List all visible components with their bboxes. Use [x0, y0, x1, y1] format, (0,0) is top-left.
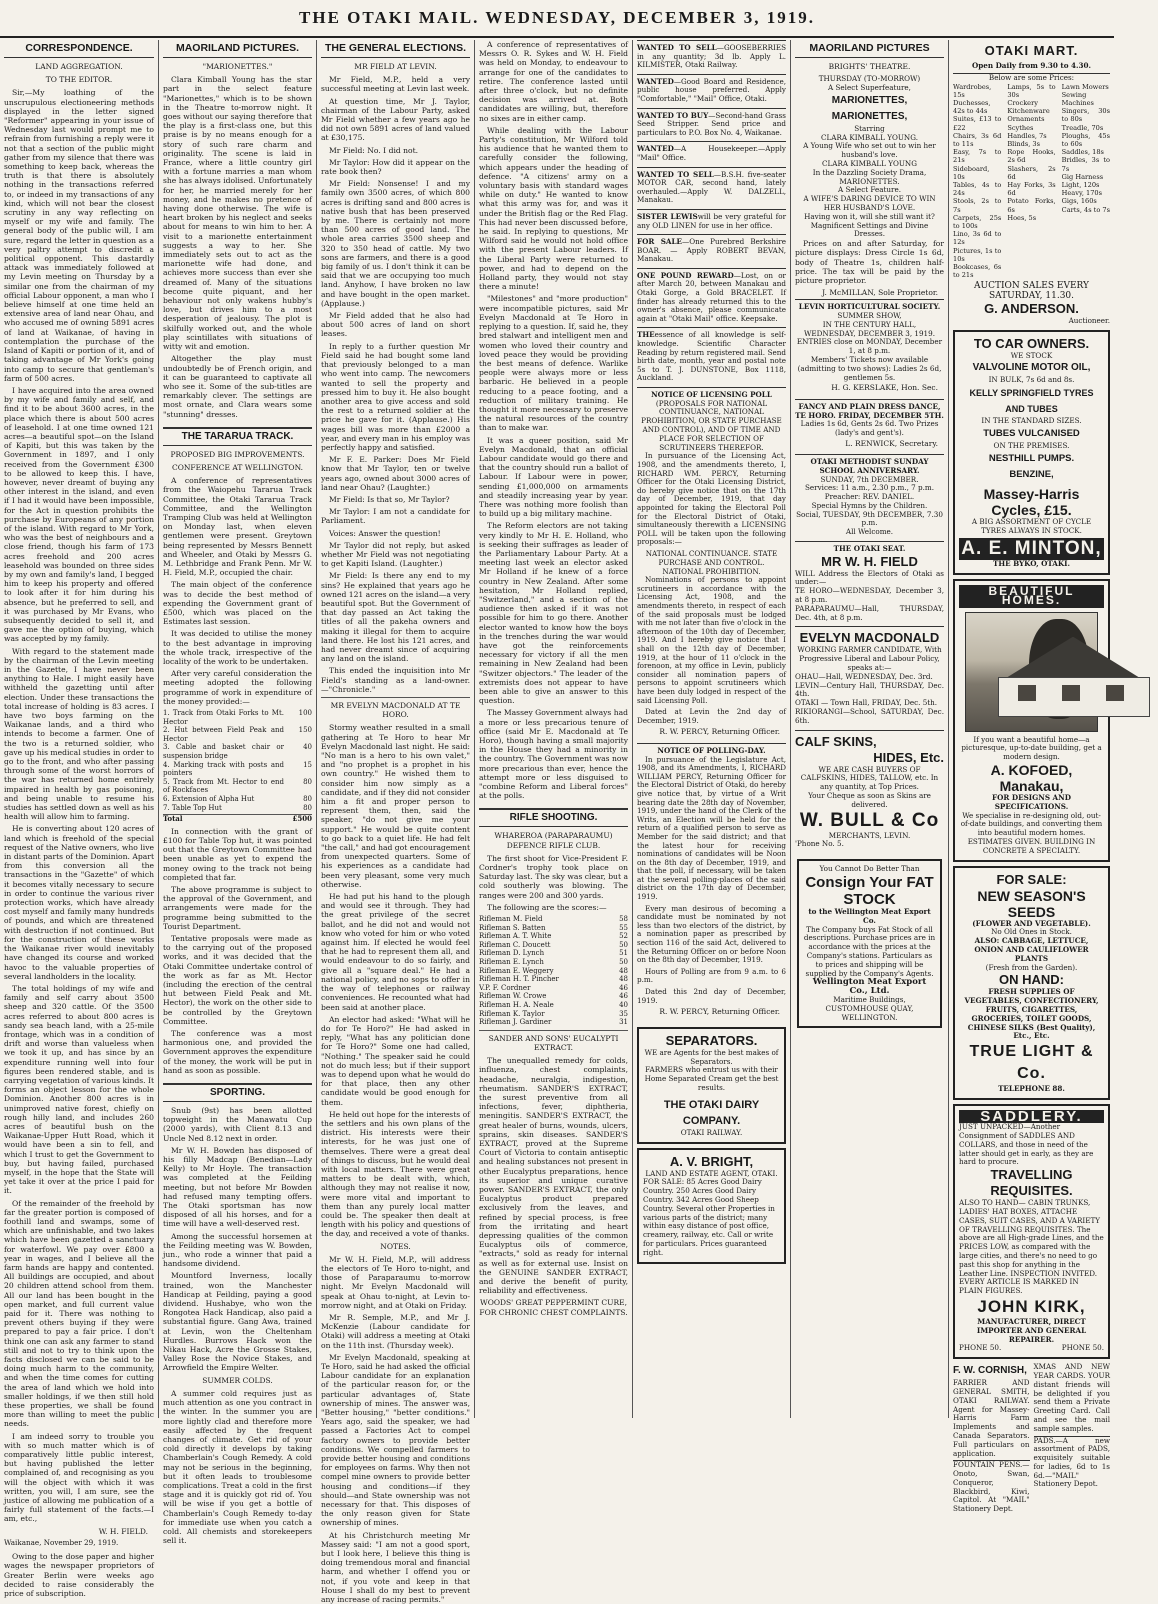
- ad-line: Social, TUESDAY, 9th DECEMBER, 7.30 p.m.: [796, 509, 943, 528]
- company-name: Wellington Meat Export Co., Ltd.: [812, 977, 927, 997]
- ad-line: to the Wellington Meat Export Co.: [808, 907, 931, 925]
- table-row: Rifleman S. Batten 55: [479, 923, 628, 932]
- table-row: Rifleman D. Lynch 51: [479, 949, 628, 958]
- section-heading: RIFLE SHOOTING.: [479, 808, 628, 827]
- column-maoriland-tararua: [159, 40, 316, 1546]
- ad-line: IN THE CENTURY HALL,: [822, 319, 917, 329]
- ad-body: FOR SALE: 85 Acres Good Dairy Country. 250 Acres Good Dairy Country. 342 Acres Good Sheep Country. Several other Properties in various parts of the district; many within easy distance of post office, creamery, railway, etc. Call or write for particulars. Prices guaranteed right.: [643, 1177, 775, 1257]
- ad-body: OTAKI RAILWAY.: [680, 1127, 743, 1137]
- ad-line: SUNDAY, 7th DECEMBER.: [820, 474, 919, 484]
- paragraph: Nominations of persons to appoint scrutineers in accordance with the Licensing Act, 1908, and the amendments thereto, in respect of each of the said proposals must be lodged with me not later than five o'clock in the afternoon of the 10th day of December, 1919. And I hereby give notice that I shall on the 12th day of December, 1919, at the hour of 11 o'clock in the forenoon, at my office in Levin, publicly consider all nomination papers of persons to appoint scrutineers which have been duly lodged in respect of the said Licensing Poll.: [637, 575, 786, 705]
- ad-line: FOUNTAIN PENS.— Onoto, Swan, Conqueror, Blackbird, Kiwi, Capitol. At "MAIL" Stationery Dept.: [953, 1460, 1030, 1514]
- table-row: Rifleman M. Field 58: [479, 915, 628, 924]
- section-heading: MAORILAND PICTURES: [795, 42, 944, 58]
- ad-title: SADDLERY.: [959, 1110, 1104, 1123]
- paragraph: Mr W. H. Bowden has disposed of his filly Madcap (Benedian—Lady Kelly) to Mr Hoyle. The transaction was completed at the Feilding meeting, but not before Mr Bowden had refused many tempting offers. The Otaki sportsman has now disposed of all his horses, and for a time will have a well-deserved rest.: [163, 1145, 312, 1229]
- paragraph: This ended the inquisition into Mr Field's standing as a land-owner.—"Chronicle.": [321, 666, 470, 694]
- paragraph: After very careful consideration the meeting adopted the following programme of work in expenditure of the money provided:—: [163, 669, 312, 706]
- program-line: Having won it, will she still want it? Magnificent Settings and Divine Dresses.: [804, 211, 935, 239]
- beautiful-homes-ad: [953, 579, 1110, 861]
- auctioneer-role: Auctioneer.: [1068, 315, 1110, 325]
- ad-line: FOR DESIGNS AND SPECIFICATIONS.: [992, 793, 1071, 811]
- ad-line: NESTHILL PUMPS.: [988, 452, 1075, 464]
- table-row: 7. Table Top Hut 80: [163, 803, 312, 812]
- classified-ad: FOR SALE—One Purebred Berkshire BOAR. — Apply ROBERT BEVAN, Manakau.: [637, 234, 786, 268]
- ad-line: WE ARE CASH BUYERS OF CALFSKINS, HIDES, TALLOW, etc. In any quantity, at Top Prices.: [800, 764, 939, 792]
- paragraph: Snub (9st) has been allotted topweight in the Manawatu Cup (2000 yards), with Client 8.13 and Uncle Ned 8.12 next in order.: [163, 1106, 312, 1143]
- paragraph: I am indeed sorry to trouble you with so much matter which is of comparatively little public interest, but having published the letter complained of, and recognising as you will the object with which it was written, you will, I am sure, see the justice of allowing me publication of a fairly full statement of the facts.—I am, etc.,: [4, 1431, 154, 1524]
- paragraph: At his Christchurch meeting Mr Massey said: "I am not a good sport, but I look here, I believe this thing is doing tremendous moral and financial harm, and whether I offend you or not, if you vote and keep in that House I shall do my best to prevent any increase of racing permits.": [321, 1530, 470, 1604]
- ad-line: OHAU—Hall, WEDNESDAY, Dec. 3rd.: [795, 671, 933, 681]
- meat-export-ad: [797, 859, 942, 1028]
- car-owners-ad: [953, 330, 1110, 576]
- program-line: A Select Superfeature,: [828, 83, 911, 92]
- mart-title: OTAKI MART.: [984, 43, 1079, 58]
- paragraph: Mr Field, M.P., held a very successful meeting at Levin last week.: [321, 75, 470, 94]
- article-subheading: BRIGHTS' THEATRE.: [828, 62, 911, 71]
- paragraph: Dated this 2nd day of December, 1919.: [637, 987, 786, 1005]
- signature: L. RENWICK, Secretary.: [845, 438, 938, 448]
- ad-line: THE BYKO, OTAKI.: [992, 559, 1070, 569]
- section-heading: SPORTING.: [163, 1083, 312, 1102]
- classified-ad: WANTED TO BUY—Second-hand Grass Seed Stripper. Send price and particulars to P.O. Box No. 4, Waikanae.: [637, 108, 786, 142]
- company-name: F. W. CORNISH,: [953, 1365, 1027, 1377]
- ad-title: TO CAR OWNERS.: [973, 335, 1090, 351]
- paragraph: The Massey Government always had a more or less precarious tenure of office (said Mr E. Macdonald at Te Horo), though having a small majority in the House they had a minority in the country. The Government was now more precarious than ever, hence the attempt more or less disguised to "combine Reform and Liberal forces" at the polls.: [479, 708, 629, 801]
- paragraph: I have acquired into the area owned by my wife and family and self, and find it to be about 3600 acres, in the place which there is about 500 acres of leasehold. I at one time owned 121 acres—a beautiful spot—on the Island of Kapiti, but this was taken by the Government in 1897, and I only received from the Government £300 to be allowed to keep this. I have, however, never dreamt of buying any other interest in the island, and even if I had it would have been impossible, for the Act in question prohibits the purchase by Europeans of any portion of the island. With regard to Mr York, who was the best of neighbours and a close friend, though his farm of 173 acres freehold and 200 acres leasehold was bounded on three sides by my own and family's land, I begged him to keep his property and offered to look after it for him during his absence, but he preferred to sell, and it was purchased by Mr Evans, who subsequently decided to sell it, and gave me the option of buying, which was accepted by my family.: [4, 385, 154, 644]
- table-row: 6. Extension of Alpha Hut 80: [163, 794, 312, 803]
- company-name: W. BULL & Co: [799, 809, 940, 831]
- paragraph: In pursuance of the Licensing Act, 1908, and the amendments thereto, I, RICHARD WM. PERCY, Returning Officer for the Otaki Licensing District, do hereby give notice that on the 17th day of December, 1919, that day appointed for taking the Electoral Poll for the Electoral District of Otaki, simultaneously therewith a LICENSING POLL will be taken upon the following proposals:—: [637, 451, 786, 547]
- horticultural-ad: [795, 299, 944, 399]
- ad-line: ON HAND:: [999, 972, 1064, 988]
- ad-line: We specialise in re-designing old, out-of-date buildings, and converting them into beautiful modern homes. ESTIMATES GIVEN. BUILDING IN CONCRETE A SPECIALTY.: [960, 810, 1103, 855]
- salutation: TO THE EDITOR.: [45, 75, 113, 85]
- section-heading: MAORILAND PICTURES.: [163, 42, 312, 58]
- classified-ad: SISTER LEWISwill be very grateful for any OLD LINEN for use in her office.: [637, 209, 786, 234]
- paragraph: In connection with the grant of £100 for Table Top hut, it was pointed out that the Greytown Committee had been unable as yet to expend the money owing to the track not being completed that far.: [163, 826, 312, 882]
- table-row: Rifleman C. Doucett 50: [479, 940, 628, 949]
- company-name: TRUE LIGHT & Co.: [969, 1043, 1094, 1083]
- table-row: 1. Track from Otaki Forks to Mt. Hector 100: [163, 709, 312, 726]
- ad-line: ON THE PREMISES.: [993, 441, 1070, 451]
- paragraph: He held out hope for the interests of the settlers and his own plans of the district. His interests were their interests, for he was just one of themselves. There were a great deal of things to discuss, but he would deal with local matters. There were great matters to be dealt with, which, although they may not realise it now, were more vital and important to them than any purely local matter could be. The speaker then dealt at length with his policy and questions of the day, and received a vote of thanks.: [321, 1109, 470, 1239]
- proposals: NATIONAL CONTINUANCE. STATE PURCHASE AND CONTROL. NATIONAL PROHIBITION.: [645, 548, 778, 576]
- house-photo: [965, 612, 1098, 732]
- paragraph: Mr R. Semple, M.P., and Mr J. McKenzie (Labour candidate for Otaki) will address a meeting at Otaki on the 11th inst. (Thursday week).: [321, 1313, 470, 1350]
- ad-line: WORKING FARMER CANDIDATE, With Progressive Liberal and Labour Policy, speaks at:—: [797, 645, 942, 673]
- auctioneer-name: G. ANDERSON.: [984, 300, 1079, 316]
- ad-line: SUMMER SHOW,: [837, 310, 902, 320]
- program-line: MARIONETTES,: [831, 110, 908, 122]
- ad-line: KELLY SPRINGFIELD TYRES AND TUBES: [969, 388, 1094, 415]
- mart-hours: Open Daily from 9.30 to 4.30.: [971, 61, 1092, 70]
- paragraph: He is converting about 120 acres of land which is freehold of the special request of the Native owners, who live in distant parts of the Dominion. Apart from this conversion all the transactions in the "Gazette" of which it becomes vitally necessary to secure in order to continue the various river protection works, which have already cost myself and family many hundreds of pounds, and which are threatened with destruction if not continued. But for the construction of these works the Waikanae river would inevitably have changed its course and worked havoc to the valuable properties of several landholders in the locality.: [4, 824, 154, 981]
- column-classifieds-notices: [633, 40, 790, 1418]
- paragraph: Mr Field: Nonsense! I and my family own 3500 acres, of which 800 acres is drifting sand and 800 acres is native bush that has been preserved by me. There is certainly not more than 500 acres of good land. The whole area carries 3500 sheep and 320 to 350 head of cattle. My two sons are farmers, and there is a good big family of us. I don't think it can be said that we are occupying too much land. Anyhow, I have broken no law and have bought in the open market. (Applause.): [321, 179, 470, 308]
- ad-title: FANCY AND PLAIN DRESS DANCE, TE HORO. FRIDAY, DECEMBER 5TH.: [795, 401, 944, 420]
- program-line: THURSDAY (TO-MORROW): [818, 74, 921, 84]
- ad-line: Your Cheque as soon as Skins are delivered.: [808, 791, 931, 809]
- paragraph: Mr Evelyn Macdonald, speaking at Te Horo, said he had asked the official Labour candidate for an explanation of the particular reason for, or the particular advantages of, State ownership of mines. The answer was, "Better housing," "better conditions." Years ago, said the speaker, we had passed a Factories Act to compel factory owners to provide better conditions. We compelled farmers to provide better housing and conditions for employees on farms. Why then not compel mine owners to provide better housing and conditions—if they should—and State ownership was not necessary for that. This disposes of the only reason given for State ownership of mines.: [321, 1352, 470, 1528]
- ad-line: You Cannot Do Better Than: [819, 864, 920, 874]
- section-heading: CORRESPONDENCE.: [4, 42, 154, 58]
- ad-line: XMAS AND NEW YEAR CARDS. YOUR distant friends will be delighted if you send them a Private Greeting Card. Call and see the mail sample samples.: [1033, 1362, 1110, 1433]
- ad-line: A BIG ASSORTMENT OF CYCLE TYRES ALWAYS IN STOCK.: [971, 516, 1092, 535]
- separators-ad: [637, 1027, 786, 1144]
- expenditure-table: [163, 709, 312, 824]
- bright-estate-ad: [637, 1148, 786, 1264]
- article-subheading: SANDER AND SONS' EUCALYPTI EXTRACT.: [479, 1030, 628, 1052]
- ad-line: ENTRIES close on MONDAY, December 1, at 8 p.m.: [796, 337, 943, 356]
- column-general-elections: [317, 40, 474, 1604]
- column-correspondence: [0, 40, 158, 1598]
- scores-table: [479, 915, 628, 1027]
- paragraph: A conference of representatives from the Waiopehu Tararua Track Committee, the Otaki Tararua Track Committee, and the Wellington Tramping Club was held at Wellington on Monday last, when eleven gentlemen were present. Greytown being represented by Messrs Bennett and Wheeler, and Otaki by Messrs G. M. Lethbridge and Frank Penn. Mr W. H. Field, M.P., occupied the chair.: [163, 476, 312, 578]
- company-name: A. KOFOED, Manakau,: [990, 762, 1073, 795]
- paragraph: In pursuance of the Legislature Act, 1908, and its Amendments, I, RICHARD WILLIAM PERCY, Returning Officer for the Electoral District of Otaki, do hereby give notice that, by virtue of a Writ bearing date the 28th day of November, 1919, under the hand of the Clerk of the Writs, an Election will be held for the return of a qualified person to serve as Member for the said district; and that the latest hour for receiving nominations of candidates will be Noon on the 8th day of December, 1919, and that the poll, if necessary, will be taken at the several polling-places of the said district on the 17th day of December, 1919.: [637, 754, 786, 902]
- company-name: JOHN KIRK,: [977, 1296, 1086, 1316]
- paragraph: A summer cold requires just as much attention as one you contract in the winter. In the summer you are more lightly clad and therefore more easily affected by the frequent changes of climate. Get rid of your cold directly it develops by taking Chamberlain's Cough Remedy. A cold may not be serious in the beginning, but it often leads to troublesome complications. Treat a cold in the first stage and it is quickly got rid of. You will be wise if you get a bottle of Chamberlain's Cough Remedy to-day for immediate use when you catch a cold. All chemists and storekeepers sell it.: [163, 1388, 312, 1546]
- ad-line: OTAKI — Town Hall, FRIDAY, Dec. 5th.: [795, 698, 938, 708]
- sunday-school-ad: [795, 454, 944, 541]
- article-subheading: WHAREROA (PARAPARAUMU) DEFENCE RIFLE CLUB.: [494, 831, 613, 850]
- candidate-name: MR W. H. FIELD: [821, 553, 918, 569]
- notice-title: NOTICE OF LICENSING POLL: [651, 390, 772, 399]
- saddlery-ad: [953, 1104, 1110, 1359]
- notice-title: NOTICE OF POLLING-DAY.: [657, 745, 766, 755]
- classified-ad: THEessence of all knowledge is self-knowledge. Scientific Character Reading by return registered mail. Send birth date, month, year and postal note 5s to T. J. DUNSTONE, Box 1118, Auckland.: [637, 327, 786, 387]
- paragraph: Mr Field: No. I did not.: [329, 145, 419, 155]
- paragraph: The Reform electors are not taking very kindly to Mr H. E. Holland, who is seeking their suffrages as leader of the Parliamentary Labour Party. At a meeting last week an elector asked Mr Holland if he knew of a force country in New Zealand. After some hesitation, Mr Holland replied, "Switzerland," and a section of the audience then asked if it was not possible for him to go there. Another elector wanted to know how the boys in the trenches during the war would have got the reinforcements necessary for victory if all the men remaining in New Zealand had been "Switzer objectors." The leader of the extremists does not appear to have been able to give an answer to this question.: [479, 521, 628, 706]
- paragraph: Hours of Polling are from 9 a.m. to 6 p.m.: [637, 966, 786, 985]
- phone-line: PHONE 50. PHONE 50.: [959, 1343, 1104, 1353]
- ad-line: No Old Ones in Stock.: [991, 927, 1072, 937]
- article-subheading: NOTES.: [380, 1241, 411, 1251]
- signature: R. W. PERCY, Returning Officer.: [659, 727, 780, 737]
- program-line: In the Dazzling Society Drama,: [812, 167, 927, 177]
- paragraph: The conference was a most harmonious one, and provided the Government approves the expenditure of the money, the work will be put in hand as soon as possible.: [163, 1028, 312, 1075]
- price-list: [953, 83, 1110, 280]
- program-line: A Select Feature.: [837, 185, 902, 195]
- paragraph: Dated at Levin the 2nd day of December, 1919.: [637, 707, 786, 725]
- notice-subtitle: (PROPOSALS FOR NATIONAL CONTINUANCE, NATIONAL PROHIBITION, OR STATE PURCHASE AND CONTROL), AND OF TIME AND PLACE FOR SELECTION OF SCRUTINEERS THEREFOR.: [641, 398, 782, 452]
- section-heading: THE TARARUA TRACK.: [163, 427, 312, 446]
- ad-line: ALSO: CABBAGE, LETTUCE, ONION AND CAULIFLOWER PLANTS: [974, 936, 1089, 963]
- ad-line: MERCHANTS, LEVIN.: [828, 830, 911, 840]
- table-row: Rifleman H. A. Neale 40: [479, 1001, 628, 1010]
- paragraph: With regard to the statement made by the chairman of the Levin meeting in the Gazette, I have never been anything to Hale. I might easily have withheld the gazetting until after election. Under these transactions the total increase of holding is 83 acres. I have two boys farming on the Waikanae lands, and a third who intends to become a farmer. One of the two is a returned soldier, who gave up his medical studies in order to go to the front, and who after passing through some of the worst horrors of the war has returned home entirely impaired in health by gas poisoning, and being unable to resume his studies has settled down as well as his health will allow him to farming.: [4, 646, 154, 822]
- cornish-ad: [953, 1363, 1030, 1514]
- article-subheading: MR EVELYN MACDONALD AT TE HORO.: [321, 697, 470, 719]
- paragraph: Prices on and after Saturday, for picture displays: Dress Circle 1s 6d, body of Theatre 1s, children half-price. The tax will be paid by the picture proprietor.: [795, 239, 944, 285]
- ad-line: IN THE STANDARD SIZES.: [981, 416, 1082, 426]
- ad-body: WE are Agents for the best makes of Separators.: [644, 1047, 779, 1066]
- paragraph: Mr F. E. Parker: Does Mr Field know that Mr Taylor, ten or twelve years ago, owned about 3000 acres of land near Ohau? (Laughter.): [321, 455, 470, 492]
- paragraph: Voices: Answer the question!: [329, 528, 441, 538]
- column-entertainment-notices: [791, 40, 948, 1418]
- program-line: Starring: [854, 123, 885, 133]
- column-election-notes-rifle: [475, 40, 632, 1418]
- ad-line: WEDNESDAY, DECEMBER 3, 1919.: [804, 328, 935, 338]
- dance-ad: [795, 399, 944, 454]
- price-column: Lawn Mowers Sewing Machines Singers, 30s to 80s Treadle, 70s Ploughs, 45s to 60s Saddles, 18s Bridles, 3s to 7s Gig Harness Light, 120s Heavy, 170s Gigs, 160s Carts, 4s to 7s: [1061, 82, 1110, 214]
- ad-line: BENZINE,: [1009, 468, 1054, 480]
- signature: R. W. PERCY, Returning Officer.: [659, 1007, 780, 1017]
- table-row: Rifleman K. Taylor 35: [479, 1009, 628, 1018]
- ad-line: RIKIORANGI—School, SATURDAY, Dec. 6th.: [795, 707, 944, 725]
- paragraph: Clara Kimball Young has the star part in the select feature "Marionettes," which is to be shown in the Theatre to-morrow night. It goes without our saying therefore that the play is a first-class one, but this praise is by no means enough for a story of such rare charm and originality. The scene is laid in France, where a little country girl with a fortune marries a man whom she has always idolised. Unfortunately for her, he married merely for her money, and he makes no pretence of having done otherwise. The wife is heart broken by his neglect and seeks about for means to win him to her. A visit to a marionette entertainment suggests a way to her. She immediately sets out to act as the marionette wife had done, and achieves more success than ever she dreamed of. Many of the situations become quite piquant, and her behaviour not only wakens hubby's love, but drives him to a most desperation of jealousy. The plot is skilfully worked out, and the whole play scintillates with situations of witty wit and emotion.: [163, 75, 312, 352]
- article-subheading: SUMMER COLDS.: [202, 1375, 273, 1385]
- ad-title: SEPARATORS.: [665, 1032, 758, 1048]
- article-subheading: PROPOSED BIG IMPROVEMENTS.: [170, 449, 305, 459]
- paragraph: Mr W. H. Field, M.P., will address the electors of Te Horo to-night, and those of Paraparaumu to-morrow night. Mr Evelyn Macdonald will speak at Ohau to-night, at Levin to-morrow night, and at Otaki on Friday.: [321, 1254, 470, 1310]
- ad-body: FARMERS who entrust us with their Home Separated Cream get the best results.: [644, 1065, 779, 1092]
- paragraph: Mr Taylor: How did it appear on the rate book then?: [321, 157, 470, 177]
- ad-title: HIDES, Etc.: [873, 749, 944, 765]
- ad-title: OTAKI METHODIST SUNDAY SCHOOL ANNIVERSARY.: [810, 457, 929, 475]
- cycles-headline: Massey-Harris Cycles, £15.: [983, 485, 1080, 518]
- paragraph: Mountford Inverness, locally trained, won the Manchester Handicap at Feilding, paying a good dividend. Hushabye, who won the Rongotea Hack Handicap, also paid a substantial figure. Gang Awa, trained at Levin, won the Cheltenham Hurdles. Burrows Hack won the Nikau Hack, Acre the Grosse Stakes, Valley Rose the Novice Stakes, and Arrowfield the Empire Welter.: [163, 1271, 312, 1373]
- signature: H. G. KERSLAKE, Hon. Sec.: [831, 383, 938, 393]
- table-row: 5. Track from Mt. Hector to end of Rockfaces 80: [163, 777, 312, 795]
- polling-notice: [637, 743, 786, 1023]
- seeds-ad: [953, 866, 1110, 1100]
- macdonald-ad: [795, 626, 944, 729]
- program-line: A WIFE'S DARING DEVICE TO WIN HER HUSBAND'S LOVE.: [803, 194, 936, 212]
- calf-skins-ad: [795, 730, 944, 854]
- ad-line: Ladies 1s 6d, Gents 2s 6d. Two Prizes (lady's and gent's).: [800, 419, 939, 437]
- ad-title: BEAUTIFUL HOMES.: [959, 585, 1104, 607]
- classified-ad: WANTED TO SELL—B.S.H. five-seater MOTOR CAR, second hand, lately overhauled.—Apply W. DALZELL, Manakau.: [637, 167, 786, 209]
- paragraph: The following are the scores:—: [487, 902, 607, 912]
- article-subheading: CONFERENCE AT WELLINGTON.: [171, 462, 304, 472]
- classified-ad: WANTED—A Housekeeper.—Apply "Mail" Office.: [637, 141, 786, 166]
- ad-line: FRESH SUPPLIES OF VEGETABLES, CONFECTIONERY, FRUITS, CIGARETTES, GROCERIES, TOILET GOODS, CHINESE SILKS (Best Quality), Etc., Etc.: [964, 987, 1099, 1041]
- ad-title: Consign Your FAT STOCK: [805, 874, 934, 908]
- ad-line: 'Phone No. 5.: [795, 839, 844, 849]
- ad-line: The Company buys Fat Stock of all descriptions. Purchase prices are in accordance with the prices at the Company's stations. Particulars as to prices and shipping will be supplied by the Company's Agents.: [803, 924, 936, 978]
- ad-line: Preacher: REV. DANIEL.: [824, 492, 915, 502]
- paragraph: Mr Taylor did not reply, but asked whether Mr Field was not negotiating to get Kapiti Island. (Laughter.): [321, 540, 470, 569]
- table-row: V.P. F. Cordner 46: [479, 983, 628, 992]
- paragraph: Stormy weather resulted in a small gathering at Te Horo to hear Mr Evelyn Macdonald last night. He said: "No man is a hero to his own valet," and "no prophet is a prophet in his own country." He wished them to consider him now simply as a candidate, and if they did not consider him a fit and proper person to represent them, then, said the speaker, "do not give me your support." He would be quite content to go back to a quiet life. He had felt "the call," and had got encouragement from unexpected quarters. Some of his experiences as a candidate had been very pleasant, some very much otherwise.: [321, 723, 470, 889]
- paragraph: The above programme is subject to the approval of the Government, and arrangements were made for the programme being submitted to the Tourist Department.: [163, 884, 312, 931]
- table-row: Rifleman J. Gardiner 31: [479, 1018, 628, 1027]
- paragraph: Every man desirous of becoming a candidate must be nominated by not less than two electors of the district, by a nomination paper as prescribed by section 116 of the said Act, delivered to the Returning Officer on or before Noon on the 8th day of December, 1919.: [637, 903, 786, 965]
- ad-title: THE OTAKI DAIRY COMPANY.: [663, 1098, 760, 1127]
- ad-line: All Welcome.: [845, 527, 894, 537]
- paragraph: Among the successful horsemen at the Feilding meeting was W. Bowden, jun., who rode a winner that paid a handsome dividend.: [163, 1231, 312, 1269]
- otaki-seat-ad: [795, 541, 944, 626]
- column-display-ads: [949, 40, 1114, 1514]
- paragraph: While dealing with the Labour Party's constitution, Mr Wilford told his audience that he wanted them to carefully consider the following, which appears under the heading of defence. "A citizens' army on a voluntary basis with standard wages while on duty." He wanted to know what this army was for, and was it under the British flag or the Red Flag. This had never been discussed before, he said. In replying to questions, Mr Wilford said he would not hold office with the present Labour leaders. If the Liberal Party were returned to power, and had to depend on the Holland party, they would not stay there a minute!: [479, 125, 628, 292]
- ad-title: TRAVELLING REQUISITES.: [990, 1167, 1073, 1199]
- table-row: 4. Marking track with posts and pointers 15: [163, 760, 312, 778]
- ad-body: LAND AND ESTATE AGENT, OTAKI.: [645, 1168, 778, 1178]
- masthead: THE OTAKI MAIL. WEDNESDAY, DECEMBER 3, 1919.: [0, 0, 1114, 38]
- table-row: Rifleman E. Weggery 48: [479, 966, 628, 975]
- ad-title: THE OTAKI SEAT.: [833, 544, 906, 554]
- ad-line: Maritime Buildings, CUSTOMHOUSE QUAY, WELLINGTON.: [825, 994, 914, 1022]
- advert-tail: WOODS' GREAT PEPPERMINT CURE, FOR CHRONIC CHEST COMPLAINTS.: [479, 1298, 628, 1317]
- ad-title: NEW SEASON'S SEEDS: [977, 887, 1086, 920]
- table-row: Rifleman W. Crowe 46: [479, 992, 628, 1001]
- ad-line: If you want a beautiful home—a picturesque, up-to-date building, get a modern design.: [961, 734, 1102, 762]
- ad-line: Members' Tickets now available (admitting to two shows): Ladies 2s 6d, gentlemen 5s.: [797, 354, 942, 382]
- table-row: 2. Hut between Field Peak and Hector 150: [163, 726, 312, 743]
- prices-title: Below are some Prices:: [953, 73, 1110, 83]
- paragraph: Mr Field: Is there any end to my sins? He explained that years ago he owned 121 acres on the island—a very beautiful spot. But the Government of that day passed an Act taking the titles of all the pakeha owners and making it illegal for them to acquire land there. He lost his 121 acres, and had never dreamt since of acquiring any land on the island.: [321, 571, 470, 664]
- program-line: MARIONETTES.: [839, 176, 900, 186]
- table-row: 3. Cable and basket chair or suspension bridge 40: [163, 743, 312, 760]
- ad-line: LEVIN—Century Hall, THURSDAY, Dec. 4th.: [795, 680, 944, 699]
- licensing-notice: [637, 387, 786, 743]
- section-heading: THE GENERAL ELECTIONS.: [321, 42, 470, 58]
- article-subheading: "MARIONETTES.": [202, 62, 273, 71]
- program-line: CLARA KIMBALL YOUNG.: [821, 132, 918, 142]
- table-row: Rifleman E. Lynch 50: [479, 958, 628, 967]
- ad-line: TE HORO—WEDNESDAY, December 3, at 8 p.m.: [795, 586, 944, 605]
- bottom-ads: [953, 1363, 1110, 1514]
- paragraph: Tentative proposals were made as to the carrying out of the proposed works, and it was decided that the Otaki Committee undertake control of the work as far as Mt. Hector (including the erection of the central hut between Field Peak and Mt. Hector), the work on the other side to be controlled by the Greytown Committee.: [163, 933, 312, 1026]
- classified-ad: WANTED TO SELL—GOOSEBERRIES in any quantity; 3d lb. Apply L. KILMISTER, Otaki Railway.: [637, 40, 786, 74]
- paragraph: Owing to the dose paper and higher wages the newspaper proprietors of Greater Berlin were weeks ago decided to raise considerably the price of subscription.: [4, 1552, 154, 1598]
- ad-title: CALF SKINS,: [795, 733, 877, 749]
- program-line: MARIONETTES,: [831, 94, 908, 106]
- paragraph: The unequalled remedy for colds, influenza, chest complaints, headache, neuralgia, indigestion, rheumatism. SANDER'S EXTRACT, the surest preventive from all infections, fever, diphtheria, meningitis. SANDER'S EXTRACT, the great healer of burns, wounds, ulcers, sprains, skin diseases. SANDER'S EXTRACT, proved at the Supreme Court of Victoria to contain antiseptic and healing substances not present in other Eucalyptus preparations, hence its superior and unique curative power. SANDER'S EXTRACT, the only Eucalyptus product prepared exclusively from the leaves, and refined by special process, is free from the irritating and heart depressing qualities of the common Eucalyptus oils of commerce, "extracts," sold as ready for internal as well as for external use. Insist on the GENUINE SANDER EXTRACT, and derive the benefit of purity, reliability and effectiveness.: [479, 1056, 628, 1296]
- ad-line: FARRIER AND GENERAL SMITH, OTAKI RAILWAY. Agent for Massey-Harris Farm Implements and Canada Separators. Full particulars on application.: [953, 1378, 1030, 1458]
- paragraph: The total holdings of my wife and family and self carry about 3500 sheep and 320 cattle. Of the 3500 acres referred to about 800 acres is sandy sea beach land, with a 25-mile frontage, which was in a condition of drift and worse than valueless when we took it up, and has since by an expenditure running well into four figures been rendered stable, and is carrying vegetation of various kinds. It forms an object lesson for the whole Dominion. Another 800 acres is in unimproved native forest, chiefly on rough hilly land, and includes 260 acres of beautiful bush on the Waikanae-Upper Hutt Road, which it would have been a sin to fell, and which I trust to get the Government to buy, but having failed, purchased myself, in the hope that the State will yet take it over at the price I paid for it.: [4, 983, 155, 1196]
- paragraph: The main object of the conference was to decide the best method of expending the Government grant of £500, which was placed on the Estimates last session.: [163, 580, 312, 627]
- paragraph: In reply to a further question Mr Field said he had bought some land that previously belonged to a man who went into camp. The newcomers wanted to sell the property and pressed him to buy it. He also bought another area to give access and sold the rest to a returned soldier at the price he gave for it. (Applause.) His wages bill was more than £2000 a year, and every man in his employ was perfectly happy and satisfied.: [321, 341, 470, 452]
- ad-line: VALVOLINE MOTOR OIL,: [972, 362, 1091, 374]
- price-column: Lamps, 5s to 30s Crockery Kitchenware Ornaments Scythes Handles, 7s Blinds, 3s Rope Hooks, 2s 6d Slashers, 2s 6d Hay Forks, 3s 6d Potato Forks, 6s Hoes, 5s: [1007, 82, 1056, 222]
- paragraph: A conference of representatives of Messrs O. R. Sykes and W. H. Field was held on Monday, to endeavour to arrange for one of the candidates to retire. The conference lasted until after three o'clock, but no definite decision was arrived at. Both candidates are willing, but, therefore no sixes are in either camp.: [479, 40, 628, 123]
- dateline: Waikanae, November 29, 1919.: [4, 1537, 119, 1547]
- signature: J. McMILLAN, Sole Proprietor.: [822, 288, 938, 298]
- ad-title: LEVIN HORTICULTURAL SOCIETY.: [798, 302, 941, 312]
- ad-line: FOR SALE:: [996, 871, 1067, 887]
- candidate-name: EVELYN MACDONALD: [799, 630, 940, 646]
- paragraph: Altogether the play must undoubtedly be of French origin, and it can be guaranteed to captivate all who see it. Some of the sub-titles are remarkably clever. The settings are most ornate, and Clara wears some "stunning" dresses.: [163, 354, 312, 419]
- paragraph: Mr Taylor: I am not a candidate for Parliament.: [321, 507, 470, 526]
- ad-line: PADS.—A new assortment of PADS, exquisitely suitable for ladies, 6d to 1s 6d.—"MAIL" Stationery Depot.: [1033, 1435, 1110, 1489]
- paragraph: It was decided to utilise the money to the best advantage in improving the whole track, irrespective of the locality of the work to be undertaken.: [163, 629, 312, 666]
- ad-line: Special Hymns by the Children.: [811, 500, 928, 510]
- ad-line: WE STOCK: [1010, 350, 1053, 360]
- paragraph: Mr Field added that he also had about 500 acres of land on short leases.: [321, 311, 470, 339]
- classified-ad: WANTED—Good Board and Residence, public house preferred. Apply "Comfortable," "Mail" Office, Otaki.: [637, 74, 786, 108]
- program-line: A Young Wife who set out to win her husband's love.: [803, 141, 936, 160]
- ad-title: A. V. BRIGHT,: [669, 1153, 754, 1169]
- price-column: Wardrobes, 15s Duchesses, 42s to 44s Suites, £13 to £22 Chairs, 3s 6d to 11s Easy, 7s to 21s Sideboard, 10s Tables, 4s to 24s Stools, 2s to 7s Carpets, 25s to 100s Lino, 3s 6d to 12s Pictures, 1s to 10s Bookcases, 6s to 21s: [953, 82, 1002, 280]
- ad-line: IN BULK, 7s 6d and 8s.: [988, 375, 1075, 385]
- ad-line: MANUFACTURER, DIRECT IMPORTER AND GENERAL REPAIRER.: [976, 1316, 1087, 1344]
- signature: W. H. FIELD.: [98, 1526, 148, 1536]
- ad-line: Services: 11 a.m., 2.30 p.m., 7 p.m.: [804, 483, 934, 493]
- ad-line: TELEPHONE 88.: [998, 1084, 1065, 1094]
- paragraph: It was a queer position, said Mr Evelyn Macdonald, that an official Labour candidate would go there and that the country should run a ballot of Labour. If Labour were in power, sending £1,000,000 on armaments and steadily increasing year by year. There was nothing more foolish than to build up a big military machine.: [479, 435, 628, 519]
- article-subheading: MR FIELD AT LEVIN.: [354, 62, 437, 71]
- classified-ad: ONE POUND REWARD—Lost, on or after March 20, between Manakau and Otaki Gorge, a Gold BRACELET. If finder has already returned this to the owner's absence, please communicate again at "Otaki Mail" office. Keepsake.: [637, 268, 786, 328]
- ad-line: WILL Address the Electors of Otaki as under:—: [795, 568, 944, 587]
- paragraph: Mr Field: Is that so, Mr Taylor?: [329, 494, 450, 504]
- ad-line: PARAPARAUMU—Hall, THURSDAY, Dec. 4th, at 8 p.m.: [795, 603, 944, 622]
- paragraph: Sir,—My loathing of the unscrupulous electioneering methods displayed in the letter signed "Reformer" appearing in your issue of Wednesday last would prompt me to refrain from furnishing a reply were it not that a section of the public might gather from my silence that there was something to keep back, whereas the truth is that there is absolutely nothing in the transactions referred to, or indeed in my transactions of any kind, which will not bear the closest scrutiny in any way reflecting on myself or my wife and family. The general body of the public will, I am sure, regard the letter in question as a very paltry attempt to discredit a political opponent. This dastardly attack was immediately followed at my Levin meeting on Thursday by a similar one from the chairman of my official Labour opponent, a man who I believe himself at one time held an extensive area of land near Ohau, and who accused me of owning 5891 acres of land at Waikanae, of having in contemplation the purchase of the Island of Kapiti or portion of it, and of taking advantage of Mr York's going into camp to secure that gentleman's farm of 500 acres.: [4, 88, 154, 383]
- paragraph: The first shoot for Vice-President F. Cordner's trophy took place on Saturday last. The sky was clear, but a cold southerly was blowing. The ranges were 200 and 300 yards.: [479, 853, 628, 900]
- paragraph: At question time, Mr J. Taylor, chairman of the Labour Party, asked Mr Field whether a few years ago he did not own 5891 acres of land valued at £30,175.: [321, 96, 470, 143]
- xmas-ad: [1034, 1363, 1111, 1514]
- ad-line: (Fresh from the Garden).: [985, 962, 1078, 972]
- paragraph: An elector had asked: "What will he do for Te Horo?" He had asked in reply, "What has any politician done for Te Horo?" Some one had called, "Nothing." The speaker said he could not do much less; but if their support was to depend upon what he would do for that place, then any other candidate would be good enough for them.: [321, 1014, 470, 1107]
- ad-line: ALSO TO HAND— CABIN TRUNKS, LADIES' HAT BOXES, ATTACHE CASES, SUIT CASES, AND A VARIETY OF TRAVELLING REQUISITES. The above are all High-grade Lines, and the PRICES LOW, as compared with the large cities, and there's no need to go past this shop for anything in the Leather Line. INSPECTION INVITED. EVERY ARTICLE IS MARKED IN PLAIN FIGURES.: [959, 1198, 1104, 1296]
- ad-line: TUBES VULCANISED: [983, 428, 1080, 440]
- paragraph: "Milestones" and "more production" were incompatible pictures, said Mr Evelyn Macdonald at Te Horo in replying to a question. If, said he, they bred stalwart and intelligent men and women who loved their country and loved peace they would be providing the best means of defence. Warlike people were always more or less barbaric. He believed in a people reducing to a peace footing, and a reduction of military training. He thought it more necessary to preserve the natural resources of the country than to make war.: [479, 294, 628, 433]
- program-line: CLARA KIMBALL YOUNG: [822, 158, 917, 168]
- ad-line: JUST UNPACKED—Another Consignment of SADDLES AND COLLARS, and those in need of the latter should get in early, as they are hard to procure.: [959, 1122, 1094, 1167]
- paragraph: Of the remainder of the freehold by far the greater portion is composed of foothill land and swamps, some of which are unfinishable, and two lakes which have been gazetted a sanctuary for waterfowl. We pay over £800 a year in wages, and I believe all the farm hands are happy and contented. All buildings are occupied, and about 20 children attend school from them. All our land has been bought in the open market, and full current value paid for it. There was nothing to prevent others buying if they were prepared to pay a fair price. I don't think one can ask any farmer to stand still and not to try to think upon the facts disclosed we can be said to be doing much harm to the community, and when the time comes for cutting the area of land which we hold into smaller holdings, if we then still hold these properties, we shall be found more than willing to meet the public needs.: [4, 1198, 154, 1429]
- paragraph: He had put his hand to the plough and would see it through. They had the great privilege of the secret ballot, and he did not and would not know who voted for him or who voted against him. If elected he would feel that he had to represent them all, and would endeavour to do so fairly, and give all a "square deal." He had a national policy, and no sops to offer in the way of telephones or railway conveniences. He recounted what had been said at another place.: [321, 892, 470, 1012]
- ad-line: (FLOWER AND VEGETABLE).: [972, 918, 1091, 928]
- company-name: A. E. MINTON,: [959, 538, 1104, 560]
- table-row: Rifleman H. T. Pincher 48: [479, 975, 628, 984]
- article-subheading: LAND AGGREGATION.: [35, 62, 123, 71]
- table-total: Total £500: [163, 814, 312, 824]
- table-row: Rifleman A. T. White 52: [479, 932, 628, 941]
- auction-line: AUCTION SALES EVERY SATURDAY, 11.30.: [974, 281, 1089, 301]
